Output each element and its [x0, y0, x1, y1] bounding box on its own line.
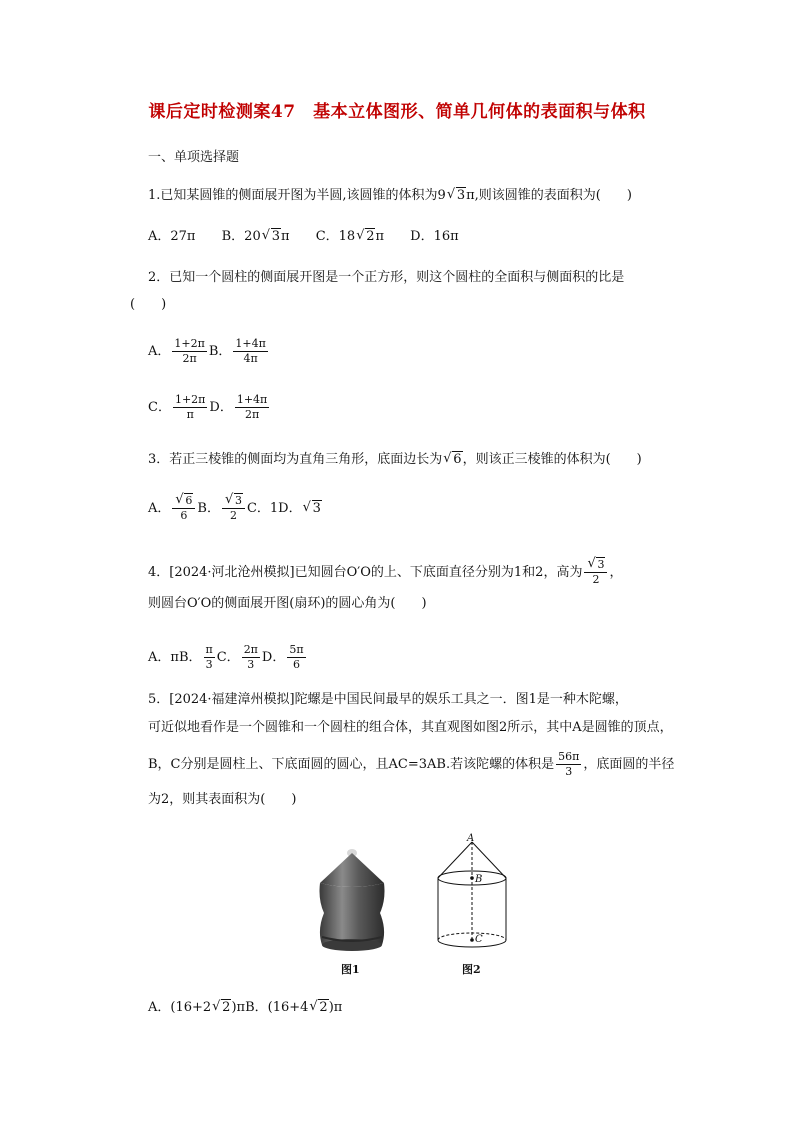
question-4-line2: 则圆台O′O的侧面展开图(扇环)的圆心角为( ) — [148, 596, 427, 611]
question-5-line3: B，C分别是圆柱上、下底面圆的圆心，且AC=3AB.若该陀螺的体积是 $\frac{56\pi}{3}$ ，底面圆的半径 — [148, 750, 675, 778]
fig2-label-c: C — [475, 934, 483, 945]
question-5-options — [148, 998, 342, 1018]
q1-option-d[interactable]: D．16π — [410, 229, 459, 244]
q3-option-c[interactable]: C．1 — [246, 501, 279, 516]
q1-option-c[interactable]: C．18√ 2π — [316, 227, 384, 247]
question-5-line1: 5．[2024·福建漳州模拟]陀螺是中国民间最早的娱乐工具之一．图1是一种木陀螺， — [148, 692, 628, 707]
question-2-options-cd — [148, 393, 271, 422]
question-3-options — [148, 494, 322, 523]
q1-option-b[interactable]: B．20√ 3π — [222, 227, 290, 247]
q1-text-a: 1.已知某圆锥的侧面展开图为半圆,该圆锥的体积为9 — [148, 188, 446, 203]
page-title: 课后定时检测案47 基本立体图形、简单几何体的表面积与体积 — [148, 102, 646, 122]
q1-radical: √ 3 — [447, 186, 466, 206]
question-5-line4: 为2，则其表面积为( ) — [148, 792, 297, 807]
figure-1-caption: 图1 — [341, 963, 360, 976]
fig2-label-b: B — [475, 874, 483, 885]
question-3-stem: 3．若正三棱锥的侧面均为直角三角形，底面边长为√ 6，则该正三棱锥的体积为( ) — [148, 450, 642, 470]
question-4-options — [148, 643, 308, 672]
q3-option-d[interactable]: D．√ 3 — [278, 499, 322, 519]
q4-option-a[interactable]: A．π — [148, 650, 179, 665]
q2-option-c[interactable]: C． $\frac{1+2\pi}{\pi}$ — [148, 393, 206, 421]
q4-option-b[interactable]: B． $\frac{\pi}{3}$ — [178, 643, 213, 671]
fig2-label-a: A — [467, 833, 475, 844]
q5-option-a[interactable]: A．(16+2√ 2)π — [148, 998, 245, 1018]
q3-option-b[interactable]: B． √ $\frac{3}{2}$ — [197, 494, 247, 523]
q2-option-d[interactable]: D． $\frac{1+4\pi}{2\pi}$ — [209, 393, 268, 421]
q5-option-b[interactable]: B．(16+4√ 2)π — [245, 998, 342, 1018]
q1-option-a[interactable]: A．27π — [148, 229, 196, 244]
question-2-stem: 2．已知一个圆柱的侧面展开图是一个正方形，则这个圆柱的全面积与侧面积的比是 — [148, 270, 625, 285]
figure-2-caption: 图2 — [462, 963, 481, 976]
question-5-line2: 可近似地看作是一个圆锥和一个圆柱的组合体，其直观图如图2所示，其中A是圆锥的顶点， — [148, 720, 673, 735]
q4-option-c[interactable]: C． $\frac{2\pi}{3}$ — [216, 643, 258, 671]
question-4-stem: 4．[2024·河北沧州模拟]已知圆台O′O的上、下底面直径分别为1和2，高为 √ $\frac{3}{2}$ ， — [148, 558, 622, 587]
q3-option-a[interactable]: A． √ $\frac{6}{6}$ — [148, 494, 197, 523]
question-2-paren: ( ) — [130, 297, 167, 312]
q2-option-a[interactable]: A． $\frac{1+2\pi}{2\pi}$ — [148, 337, 205, 365]
q1-text-b: π,则该圆锥的表面积为( ) — [466, 188, 632, 203]
question-1-options — [148, 227, 459, 247]
q4-option-d[interactable]: D． $\frac{5\pi}{6}$ — [261, 643, 304, 671]
question-2-options-ab — [148, 337, 270, 366]
section-heading: 一、单项选择题 — [148, 150, 240, 165]
q2-option-b[interactable]: B． $\frac{1+4\pi}{4\pi}$ — [208, 337, 266, 365]
figure-1-top-image — [312, 845, 392, 955]
question-1-stem — [148, 186, 632, 206]
